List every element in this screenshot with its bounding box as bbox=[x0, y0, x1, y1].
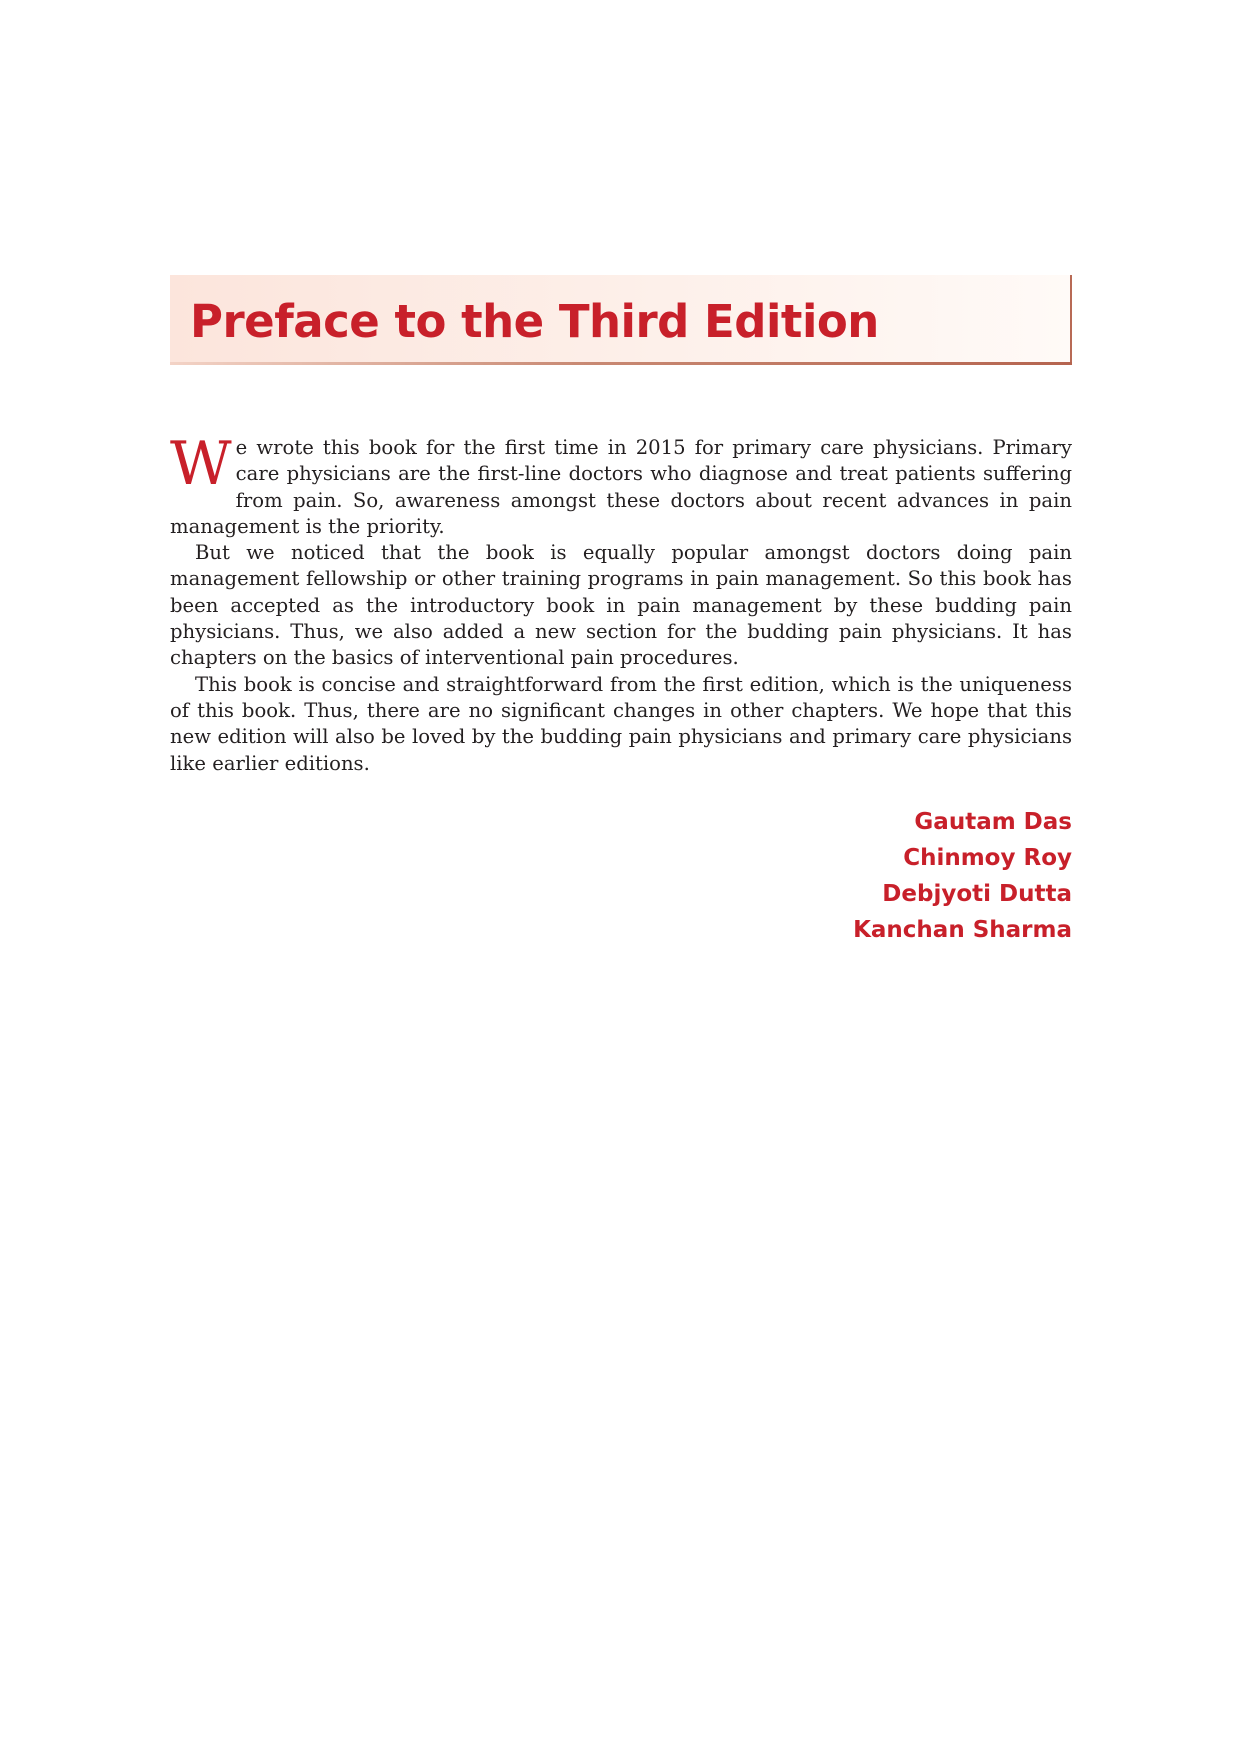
author-list bbox=[853, 804, 1072, 948]
paragraph-1 bbox=[170, 429, 1072, 540]
author-name: Kanchan Sharma bbox=[853, 917, 1072, 943]
preface-body bbox=[170, 429, 1072, 777]
paragraph-1-text: e wrote this book for the first time in 2015 for primary care physicians. Primary care physicians are the first-line doctors who diagnose and treat patients suffering from pain. So, awareness amongst these doctors about recent advances in pain management is the priority. bbox=[170, 436, 1072, 538]
paragraph-2: But we noticed that the book is equally popular amongst doctors doing pain management fellowship or other training programs in pain management. So this book has been accepted as the introductory book in pain management by these budding pain physicians. Thus, we also added a new section for the budding pain physicians. It has chapters on the basics of interventional pain procedures. bbox=[170, 541, 1072, 670]
author-name: Chinmoy Roy bbox=[903, 845, 1072, 871]
paragraph-3: This book is concise and straightforward from the first edition, which is the uniqueness of this book. Thus, there are no significant changes in other chapters. We hope that this new edition will also be loved by the budding pain physicians and primary care physicians like earlier editions. bbox=[170, 672, 1072, 775]
drop-cap: W bbox=[170, 429, 232, 499]
page-title: Preface to the Third Edition bbox=[190, 295, 879, 348]
author-name: Debjyoti Dutta bbox=[882, 881, 1072, 907]
heading-underline bbox=[170, 362, 1072, 365]
author-name: Gautam Das bbox=[914, 809, 1072, 835]
